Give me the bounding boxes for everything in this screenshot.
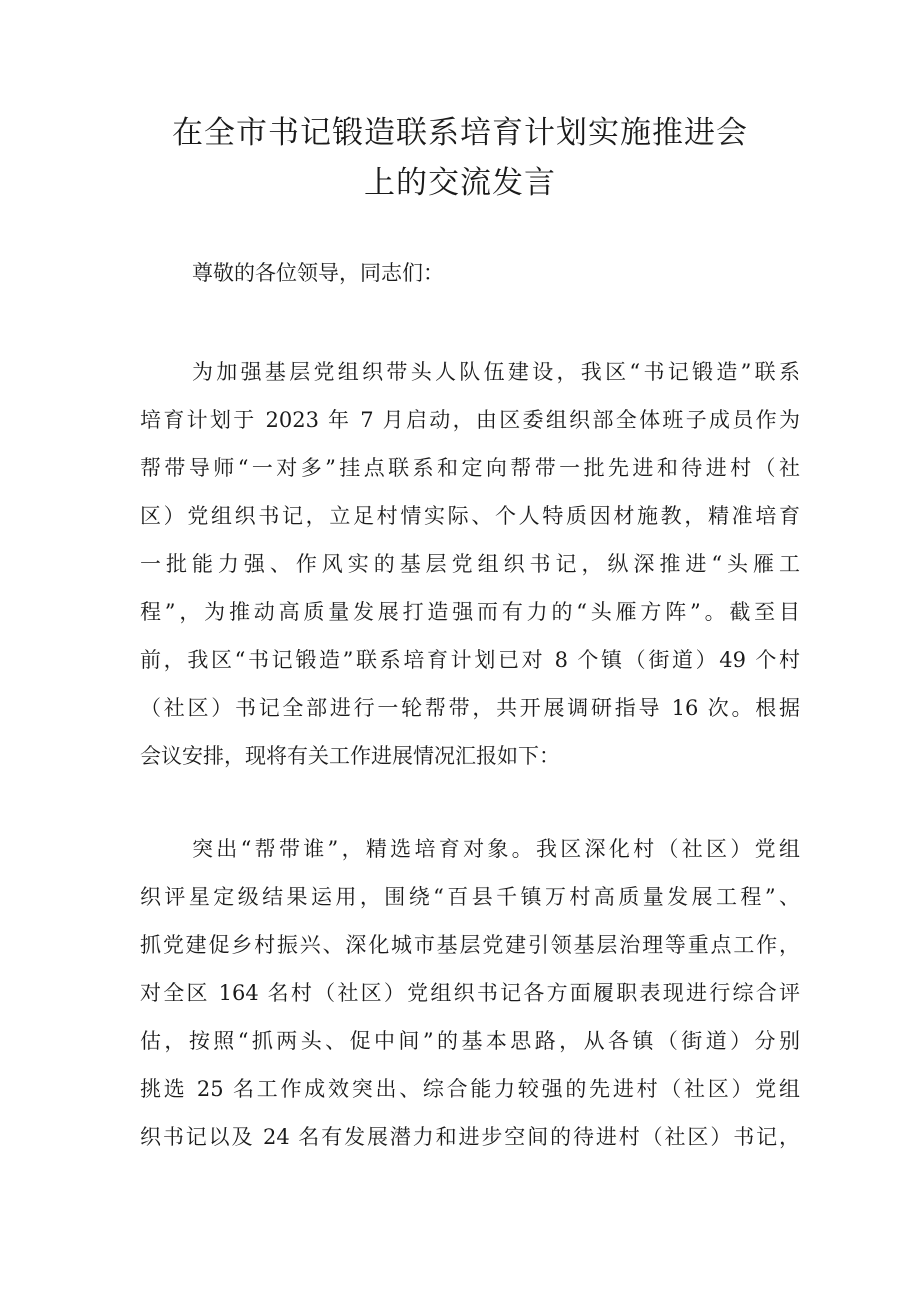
paragraph-line: 程”，为推动高质量发展打造强而有力的“头雁方阵”。截至目: [140, 600, 800, 624]
paragraph-line: 估，按照“抓两头、促中间”的基本思路，从各镇（街道）分别: [140, 1029, 800, 1053]
salutation: 尊敬的各位领导，同志们：: [192, 261, 444, 285]
paragraph-line: 织评星定级结果运用，围绕“百县千镇万村高质量发展工程”、: [140, 885, 800, 909]
title-line: 在全市书记锻造联系培育计划实施推进会: [172, 115, 748, 151]
paragraph-line: （社区）书记全部进行一轮帮带，共开展调研指导 16 次。根据: [140, 696, 800, 720]
paragraph-line: 区）党组织书记，立足村情实际、个人特质因材施教，精准培育: [140, 504, 800, 528]
paragraph-line: 一批能力强、作风实的基层党组织书记，纵深推进“头雁工: [140, 552, 800, 576]
paragraph-line: 抓党建促乡村振兴、深化城市基层党建引领基层治理等重点工作，: [140, 933, 800, 957]
paragraph-line: 突出“帮带谁”，精选培育对象。我区深化村（社区）党组: [192, 837, 800, 861]
paragraph-line: 为加强基层党组织带头人队伍建设，我区“书记锻造”联系: [192, 360, 800, 384]
title-line: 上的交流发言: [364, 165, 556, 201]
paragraph-line: 帮带导师“一对多”挂点联系和定向帮带一批先进和待进村（社: [140, 456, 800, 480]
paragraph-line: 会议安排，现将有关工作进展情况汇报如下：: [140, 744, 560, 768]
paragraph: [140, 825, 800, 1161]
paragraph-line: 对全区 164 名村（社区）党组织书记各方面履职表现进行综合评: [140, 981, 800, 1005]
document-title: [120, 108, 800, 208]
paragraph-line: 培育计划于 2023 年 7 月启动，由区委组织部全体班子成员作为: [140, 408, 800, 432]
paragraph-line: 挑选 25 名工作成效突出、综合能力较强的先进村（社区）党组: [140, 1077, 800, 1101]
paragraph-line: 前，我区“书记锻造”联系培育计划已对 8 个镇（街道）49 个村: [140, 648, 800, 672]
paragraph-line: 织书记以及 24 名有发展潜力和进步空间的待进村（社区）书记，: [140, 1125, 800, 1149]
paragraph: [140, 348, 800, 780]
